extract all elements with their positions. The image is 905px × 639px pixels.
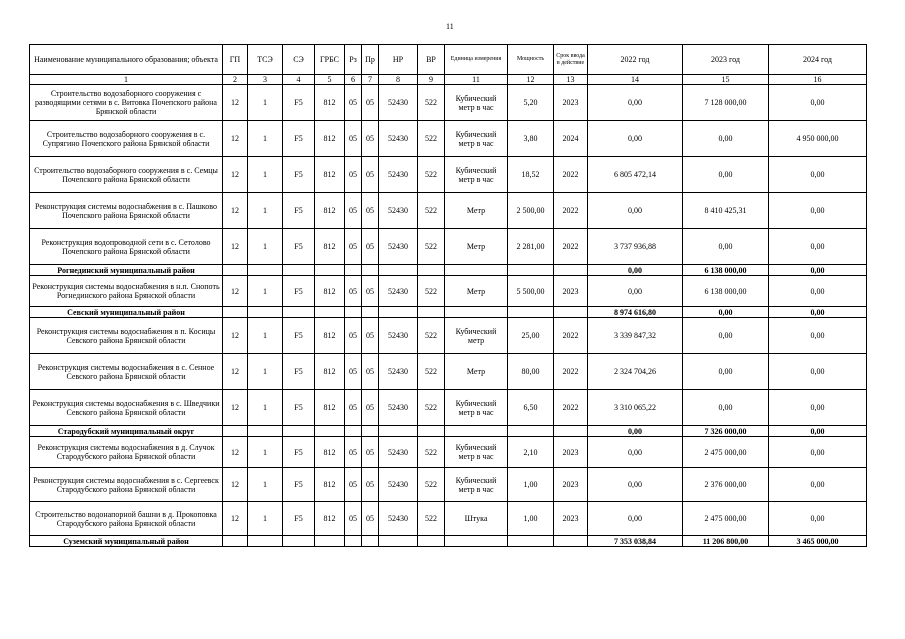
- column-number: 14: [588, 75, 683, 85]
- grbs-cell: 812: [315, 193, 345, 229]
- amount-2023: 8 410 425,31: [683, 193, 769, 229]
- amount-2022: 0,00: [588, 85, 683, 121]
- object-name: Строительство водозаборного сооружения в с. Семцы Почепского района Брянской области: [30, 157, 223, 193]
- header-2024: 2024 год: [769, 45, 867, 75]
- column-number: 6: [345, 75, 362, 85]
- amount-2024: 0,00: [769, 307, 867, 318]
- column-number: 1: [30, 75, 223, 85]
- rz-cell: 05: [345, 390, 362, 426]
- table-row: [30, 390, 867, 426]
- column-number: 15: [683, 75, 769, 85]
- gp-cell: 12: [223, 85, 248, 121]
- header-rz: Рз: [345, 45, 362, 75]
- empty-cell: [379, 536, 418, 547]
- amount-2023: 0,00: [683, 307, 769, 318]
- pr-cell: 05: [362, 85, 379, 121]
- empty-cell: [418, 536, 445, 547]
- se-cell: F5: [283, 85, 315, 121]
- rz-cell: 05: [345, 193, 362, 229]
- empty-cell: [445, 265, 508, 276]
- gp-cell: 12: [223, 390, 248, 426]
- column-number: 4: [283, 75, 315, 85]
- tse-cell: 1: [248, 193, 283, 229]
- nr-cell: 52430: [379, 468, 418, 502]
- pr-cell: 05: [362, 318, 379, 354]
- gp-cell: 12: [223, 193, 248, 229]
- empty-cell: [223, 536, 248, 547]
- object-name: Реконструкция системы водоснабжения в с. Шведчики Севского района Брянской области: [30, 390, 223, 426]
- vr-cell: 522: [418, 502, 445, 536]
- amount-2023: 6 138 000,00: [683, 265, 769, 276]
- unit-cell: Кубический метр: [445, 318, 508, 354]
- amount-2023: 0,00: [683, 318, 769, 354]
- pr-cell: 05: [362, 468, 379, 502]
- group-name: Рогнединский муниципальный район: [30, 265, 223, 276]
- object-name: Реконструкция системы водоснабжения в с. Сенное Севского района Брянской области: [30, 354, 223, 390]
- tse-cell: 1: [248, 229, 283, 265]
- nr-cell: 52430: [379, 276, 418, 307]
- tse-cell: 1: [248, 437, 283, 468]
- empty-cell: [554, 307, 588, 318]
- empty-cell: [315, 426, 345, 437]
- rz-cell: 05: [345, 121, 362, 157]
- vr-cell: 522: [418, 318, 445, 354]
- table-row: [30, 85, 867, 121]
- group-row: [30, 536, 867, 547]
- pr-cell: 05: [362, 437, 379, 468]
- header-capacity: Мощность: [508, 45, 554, 75]
- nr-cell: 52430: [379, 354, 418, 390]
- rz-cell: 05: [345, 85, 362, 121]
- column-number: 11: [445, 75, 508, 85]
- empty-cell: [508, 265, 554, 276]
- unit-cell: Метр: [445, 229, 508, 265]
- se-cell: F5: [283, 437, 315, 468]
- amount-2023: 7 128 000,00: [683, 85, 769, 121]
- capacity-cell: 6,50: [508, 390, 554, 426]
- vr-cell: 522: [418, 229, 445, 265]
- nr-cell: 52430: [379, 318, 418, 354]
- se-cell: F5: [283, 157, 315, 193]
- se-cell: F5: [283, 229, 315, 265]
- group-row: [30, 307, 867, 318]
- empty-cell: [248, 426, 283, 437]
- amount-2022: 0,00: [588, 265, 683, 276]
- object-name: Строительство водонапорной башни в д. Прокоповка Стародубского района Брянской области: [30, 502, 223, 536]
- table-row: [30, 437, 867, 468]
- amount-2024: 0,00: [769, 157, 867, 193]
- object-name: Реконструкция системы водоснабжения в п. Косицы Севского района Брянской области: [30, 318, 223, 354]
- empty-cell: [248, 307, 283, 318]
- se-cell: F5: [283, 354, 315, 390]
- amount-2022: 0,00: [588, 121, 683, 157]
- capacity-cell: 2,10: [508, 437, 554, 468]
- capacity-cell: 1,00: [508, 502, 554, 536]
- tse-cell: 1: [248, 390, 283, 426]
- object-name: Строительство водозаборного сооружения в с. Супрягино Почепского района Брянской области: [30, 121, 223, 157]
- grbs-cell: 812: [315, 276, 345, 307]
- tse-cell: 1: [248, 354, 283, 390]
- header-vr: ВР: [418, 45, 445, 75]
- table-row: [30, 229, 867, 265]
- se-cell: F5: [283, 121, 315, 157]
- rz-cell: 05: [345, 437, 362, 468]
- object-name: Реконструкция системы водоснабжения в с. Пашково Почепского района Брянской области: [30, 193, 223, 229]
- pr-cell: 05: [362, 157, 379, 193]
- nr-cell: 52430: [379, 229, 418, 265]
- vr-cell: 522: [418, 193, 445, 229]
- table-row: [30, 354, 867, 390]
- unit-cell: Кубический метр в час: [445, 157, 508, 193]
- column-number: 5: [315, 75, 345, 85]
- header-row: [30, 45, 867, 75]
- capacity-cell: 5 500,00: [508, 276, 554, 307]
- term-cell: 2024: [554, 121, 588, 157]
- header-gp: ГП: [223, 45, 248, 75]
- amount-2024: 0,00: [769, 276, 867, 307]
- empty-cell: [362, 307, 379, 318]
- amount-2024: 0,00: [769, 85, 867, 121]
- empty-cell: [315, 536, 345, 547]
- table-row: [30, 468, 867, 502]
- table-body: [30, 85, 867, 547]
- tse-cell: 1: [248, 157, 283, 193]
- unit-cell: Кубический метр в час: [445, 390, 508, 426]
- amount-2022: 0,00: [588, 426, 683, 437]
- amount-2024: 0,00: [769, 390, 867, 426]
- vr-cell: 522: [418, 390, 445, 426]
- nr-cell: 52430: [379, 502, 418, 536]
- empty-cell: [315, 307, 345, 318]
- tse-cell: 1: [248, 276, 283, 307]
- table-row: [30, 318, 867, 354]
- term-cell: 2023: [554, 276, 588, 307]
- gp-cell: 12: [223, 318, 248, 354]
- column-number: 13: [554, 75, 588, 85]
- header-grbs: ГРБС: [315, 45, 345, 75]
- amount-2022: 3 737 936,88: [588, 229, 683, 265]
- empty-cell: [248, 265, 283, 276]
- term-cell: 2023: [554, 468, 588, 502]
- term-cell: 2022: [554, 390, 588, 426]
- unit-cell: Кубический метр в час: [445, 437, 508, 468]
- empty-cell: [445, 307, 508, 318]
- nr-cell: 52430: [379, 390, 418, 426]
- nr-cell: 52430: [379, 193, 418, 229]
- amount-2024: 0,00: [769, 437, 867, 468]
- empty-cell: [379, 426, 418, 437]
- empty-cell: [508, 536, 554, 547]
- capacity-cell: 2 281,00: [508, 229, 554, 265]
- rz-cell: 05: [345, 354, 362, 390]
- nr-cell: 52430: [379, 121, 418, 157]
- column-number: 7: [362, 75, 379, 85]
- header-nr: НР: [379, 45, 418, 75]
- capacity-cell: 2 500,00: [508, 193, 554, 229]
- rz-cell: 05: [345, 318, 362, 354]
- amount-2024: 4 950 000,00: [769, 121, 867, 157]
- pr-cell: 05: [362, 121, 379, 157]
- capacity-cell: 1,00: [508, 468, 554, 502]
- unit-cell: Метр: [445, 354, 508, 390]
- empty-cell: [283, 265, 315, 276]
- tse-cell: 1: [248, 121, 283, 157]
- amount-2024: 0,00: [769, 502, 867, 536]
- header-pr: Пр: [362, 45, 379, 75]
- nr-cell: 52430: [379, 85, 418, 121]
- capacity-cell: 18,52: [508, 157, 554, 193]
- gp-cell: 12: [223, 229, 248, 265]
- empty-cell: [345, 265, 362, 276]
- column-number: 12: [508, 75, 554, 85]
- empty-cell: [418, 307, 445, 318]
- column-number: 2: [223, 75, 248, 85]
- gp-cell: 12: [223, 276, 248, 307]
- tse-cell: 1: [248, 85, 283, 121]
- unit-cell: Метр: [445, 193, 508, 229]
- empty-cell: [418, 265, 445, 276]
- empty-cell: [445, 536, 508, 547]
- empty-cell: [223, 307, 248, 318]
- group-name: Севский муниципальный район: [30, 307, 223, 318]
- empty-cell: [283, 426, 315, 437]
- unit-cell: Кубический метр в час: [445, 85, 508, 121]
- amount-2022: 0,00: [588, 193, 683, 229]
- se-cell: F5: [283, 390, 315, 426]
- table-row: [30, 276, 867, 307]
- capacity-cell: 5,20: [508, 85, 554, 121]
- nr-cell: 52430: [379, 157, 418, 193]
- header-unit: Единица измерения: [445, 45, 508, 75]
- object-name: Реконструкция системы водоснабжения в н.п. Снопоть Рогнединского района Брянской области: [30, 276, 223, 307]
- amount-2024: 0,00: [769, 193, 867, 229]
- unit-cell: Штука: [445, 502, 508, 536]
- vr-cell: 522: [418, 468, 445, 502]
- nr-cell: 52430: [379, 437, 418, 468]
- amount-2022: 6 805 472,14: [588, 157, 683, 193]
- amount-2023: 6 138 000,00: [683, 276, 769, 307]
- amount-2022: 0,00: [588, 437, 683, 468]
- group-row: [30, 265, 867, 276]
- table-row: [30, 502, 867, 536]
- header-se: СЭ: [283, 45, 315, 75]
- empty-cell: [418, 426, 445, 437]
- grbs-cell: 812: [315, 121, 345, 157]
- amount-2024: 3 465 000,00: [769, 536, 867, 547]
- term-cell: 2022: [554, 157, 588, 193]
- amount-2022: 7 353 038,84: [588, 536, 683, 547]
- term-cell: 2023: [554, 437, 588, 468]
- amount-2023: 2 475 000,00: [683, 437, 769, 468]
- amount-2024: 0,00: [769, 426, 867, 437]
- se-cell: F5: [283, 276, 315, 307]
- capacity-cell: 25,00: [508, 318, 554, 354]
- gp-cell: 12: [223, 354, 248, 390]
- header-2022: 2022 год: [588, 45, 683, 75]
- empty-cell: [345, 426, 362, 437]
- se-cell: F5: [283, 193, 315, 229]
- header-term: Срок ввода в действие: [554, 45, 588, 75]
- amount-2022: 3 339 847,32: [588, 318, 683, 354]
- header-tse: ТСЭ: [248, 45, 283, 75]
- group-row: [30, 426, 867, 437]
- pr-cell: 05: [362, 390, 379, 426]
- pr-cell: 05: [362, 193, 379, 229]
- amount-2024: 0,00: [769, 318, 867, 354]
- vr-cell: 522: [418, 437, 445, 468]
- amount-2023: 0,00: [683, 157, 769, 193]
- empty-cell: [223, 265, 248, 276]
- grbs-cell: 812: [315, 354, 345, 390]
- amount-2022: 3 310 065,22: [588, 390, 683, 426]
- grbs-cell: 812: [315, 468, 345, 502]
- amount-2022: 0,00: [588, 276, 683, 307]
- empty-cell: [248, 536, 283, 547]
- term-cell: 2023: [554, 85, 588, 121]
- table-row: [30, 157, 867, 193]
- grbs-cell: 812: [315, 157, 345, 193]
- amount-2024: 0,00: [769, 354, 867, 390]
- unit-cell: Кубический метр в час: [445, 121, 508, 157]
- pr-cell: 05: [362, 354, 379, 390]
- column-number: 9: [418, 75, 445, 85]
- amount-2022: 0,00: [588, 468, 683, 502]
- empty-cell: [379, 307, 418, 318]
- amount-2022: 0,00: [588, 502, 683, 536]
- rz-cell: 05: [345, 229, 362, 265]
- vr-cell: 522: [418, 157, 445, 193]
- grbs-cell: 812: [315, 390, 345, 426]
- empty-cell: [283, 536, 315, 547]
- pr-cell: 05: [362, 276, 379, 307]
- amount-2023: 11 206 800,00: [683, 536, 769, 547]
- rz-cell: 05: [345, 157, 362, 193]
- empty-cell: [362, 265, 379, 276]
- vr-cell: 522: [418, 276, 445, 307]
- column-number-row: [30, 75, 867, 85]
- empty-cell: [345, 536, 362, 547]
- grbs-cell: 812: [315, 437, 345, 468]
- group-name: Стародубский муниципальный округ: [30, 426, 223, 437]
- table-row: [30, 193, 867, 229]
- capacity-cell: 3,80: [508, 121, 554, 157]
- amount-2022: 8 974 616,80: [588, 307, 683, 318]
- column-number: 8: [379, 75, 418, 85]
- column-number: 16: [769, 75, 867, 85]
- amount-2024: 0,00: [769, 468, 867, 502]
- table-row: [30, 121, 867, 157]
- term-cell: 2022: [554, 354, 588, 390]
- page-number: 11: [446, 22, 454, 31]
- vr-cell: 522: [418, 85, 445, 121]
- amount-2023: 0,00: [683, 354, 769, 390]
- tse-cell: 1: [248, 318, 283, 354]
- gp-cell: 12: [223, 437, 248, 468]
- object-name: Реконструкция системы водоснабжения в с. Сергеевск Стародубского района Брянской области: [30, 468, 223, 502]
- empty-cell: [554, 426, 588, 437]
- vr-cell: 522: [418, 121, 445, 157]
- empty-cell: [379, 265, 418, 276]
- empty-cell: [508, 307, 554, 318]
- amount-2024: 0,00: [769, 229, 867, 265]
- amount-2023: 0,00: [683, 121, 769, 157]
- empty-cell: [345, 307, 362, 318]
- term-cell: 2022: [554, 193, 588, 229]
- capacity-cell: 80,00: [508, 354, 554, 390]
- gp-cell: 12: [223, 157, 248, 193]
- term-cell: 2022: [554, 229, 588, 265]
- pr-cell: 05: [362, 229, 379, 265]
- empty-cell: [283, 307, 315, 318]
- object-name: Реконструкция системы водоснабжения в д. Случок Стародубского района Брянской области: [30, 437, 223, 468]
- term-cell: 2023: [554, 502, 588, 536]
- amount-2023: 2 376 000,00: [683, 468, 769, 502]
- investment-table: [29, 44, 867, 547]
- amount-2024: 0,00: [769, 265, 867, 276]
- pr-cell: 05: [362, 502, 379, 536]
- gp-cell: 12: [223, 502, 248, 536]
- amount-2023: 0,00: [683, 229, 769, 265]
- grbs-cell: 812: [315, 502, 345, 536]
- grbs-cell: 812: [315, 318, 345, 354]
- grbs-cell: 812: [315, 85, 345, 121]
- tse-cell: 1: [248, 468, 283, 502]
- se-cell: F5: [283, 468, 315, 502]
- empty-cell: [362, 426, 379, 437]
- unit-cell: Метр: [445, 276, 508, 307]
- rz-cell: 05: [345, 276, 362, 307]
- empty-cell: [508, 426, 554, 437]
- term-cell: 2022: [554, 318, 588, 354]
- gp-cell: 12: [223, 468, 248, 502]
- se-cell: F5: [283, 318, 315, 354]
- vr-cell: 522: [418, 354, 445, 390]
- empty-cell: [554, 536, 588, 547]
- empty-cell: [362, 536, 379, 547]
- empty-cell: [315, 265, 345, 276]
- rz-cell: 05: [345, 468, 362, 502]
- se-cell: F5: [283, 502, 315, 536]
- unit-cell: Кубический метр в час: [445, 468, 508, 502]
- empty-cell: [554, 265, 588, 276]
- tse-cell: 1: [248, 502, 283, 536]
- object-name: Строительство водозаборного сооружения с разводящими сетями в с. Витовка Почепского района Брянской области: [30, 85, 223, 121]
- grbs-cell: 812: [315, 229, 345, 265]
- amount-2022: 2 324 704,26: [588, 354, 683, 390]
- empty-cell: [223, 426, 248, 437]
- object-name: Реконструкция водопроводной сети в с. Сетолово Почепского района Брянской области: [30, 229, 223, 265]
- gp-cell: 12: [223, 121, 248, 157]
- group-name: Суземский муниципальный район: [30, 536, 223, 547]
- header-name: Наименование муниципального образования; объекта: [30, 45, 223, 75]
- column-number: 3: [248, 75, 283, 85]
- header-2023: 2023 год: [683, 45, 769, 75]
- amount-2023: 2 475 000,00: [683, 502, 769, 536]
- amount-2023: 0,00: [683, 390, 769, 426]
- rz-cell: 05: [345, 502, 362, 536]
- empty-cell: [445, 426, 508, 437]
- amount-2023: 7 326 000,00: [683, 426, 769, 437]
